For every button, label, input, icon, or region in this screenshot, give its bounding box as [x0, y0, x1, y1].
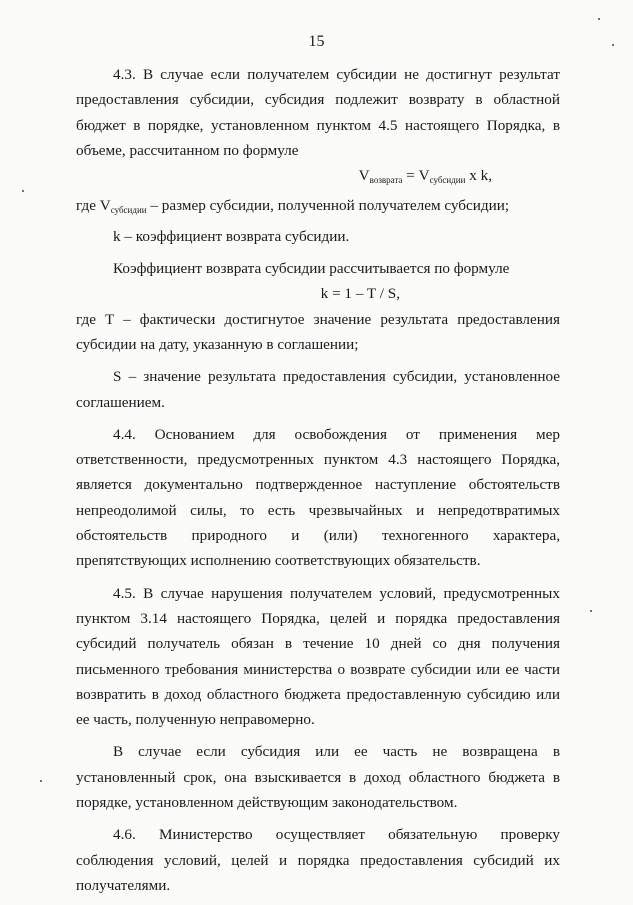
- formula-rest: x k,: [465, 167, 492, 185]
- definition-v-prefix: где V: [76, 197, 111, 215]
- paragraph-4-5: 4.5. В случае нарушения получателем условий, предусмотренных пунктом 3.14 настоящего Порядка, целей и порядка предоставления субсидий получатель обязан в течение 10 дней со дня получения письменного требования министерства о возврате субсидии или ее части возвратить в доход областного бюджета предоставленную субсидию или ее часть, полученную неправомерно.: [76, 584, 560, 729]
- scan-speck: [590, 610, 592, 612]
- formula-coefficient: k = 1 – T / S,: [320, 285, 400, 303]
- document-body: [76, 62, 560, 898]
- paragraph-4-3: 4.3. В случае если получателем субсидии не достигнут результат предоставления субсидии, субсидия подлежит возврату в областной бюджет в порядке, установленном пунктом 4.5 настоящего Порядка, в объеме, рассчитанном по формуле: [76, 66, 560, 159]
- formula-equals: =: [402, 167, 419, 185]
- definition-k: k – коэффициент возврата субсидии.: [113, 227, 350, 245]
- coefficient-intro: Коэффициент возврата субсидии рассчитывается по формуле: [113, 260, 510, 278]
- formula-v-return: V: [358, 167, 370, 185]
- definition-s: S – значение результата предоставления субсидии, установленное соглашением.: [76, 368, 560, 411]
- definition-t: где T – фактически достигнутое значение результата предоставления субсидии на дату, указанную в соглашении;: [76, 310, 560, 353]
- paragraph-4-5-continued: В случае если субсидия или ее часть не возвращена в установленный срок, она взыскивается в доход областного бюджета в порядке, установленном действующим законодательством.: [76, 743, 560, 812]
- formula-subscript-subsidy: субсидии: [429, 175, 466, 186]
- formula-return-volume: [76, 163, 560, 193]
- scan-speck: [612, 44, 614, 46]
- definition-v-rest: – размер субсидии, полученной получателем субсидии;: [146, 197, 510, 215]
- definition-v-subsidy: [76, 193, 560, 223]
- scan-speck: [22, 190, 24, 192]
- scan-speck: [40, 780, 42, 782]
- paragraph-4-4: 4.4. Основанием для освобождения от применения мер ответственности, предусмотренных пунктом 4.3 настоящего Порядка, является документально подтвержденное наступление обстоятельств непреодолимой силы, то есть чрезвычайных и непредотвратимых обстоятельств природного и (или) техногенного характера, препятствующих исполнению соответствующих обязательств.: [76, 425, 560, 570]
- page-number: 15: [308, 33, 325, 50]
- formula-v-subsidy: V: [418, 167, 430, 185]
- formula-subscript-return: возврата: [369, 175, 403, 186]
- scan-speck: [598, 18, 600, 20]
- definition-v-subscript: субсидии: [110, 205, 147, 216]
- paragraph-4-6: 4.6. Министерство осуществляет обязательную проверку соблюдения условий, целей и порядка предоставления субсидий их получателями.: [76, 826, 560, 894]
